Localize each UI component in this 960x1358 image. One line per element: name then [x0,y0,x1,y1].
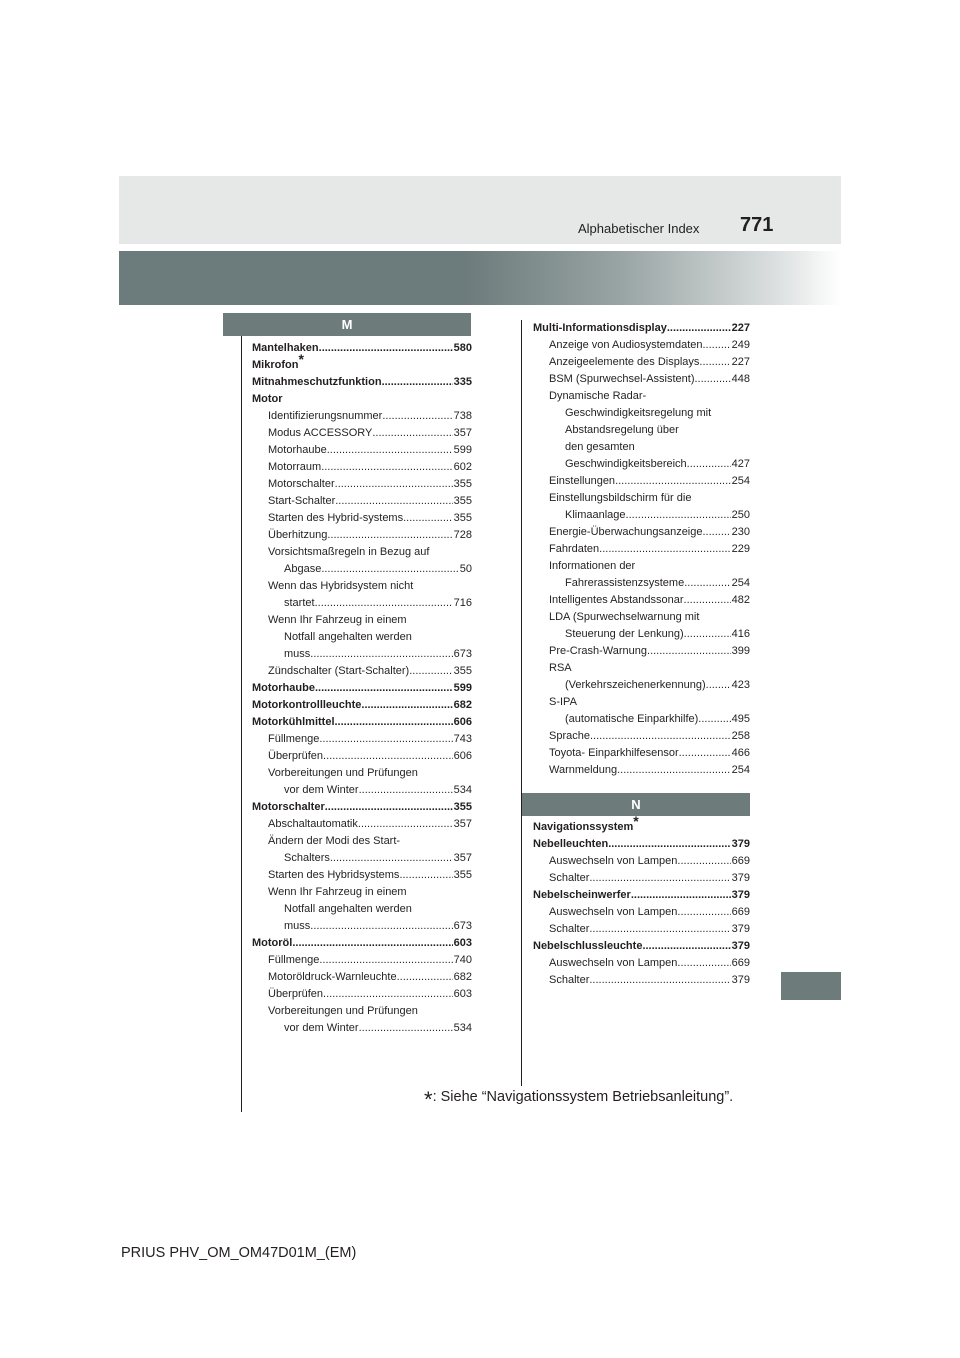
index-entry [533,938,750,955]
index-entry-term: Motor [252,393,283,405]
index-entry-term: Mantelhaken [252,342,319,354]
index-entry [252,697,472,714]
dot-leader [335,476,453,493]
dot-leader [358,816,453,833]
dot-leader [677,853,730,870]
index-entry-term: den gesamten [565,441,635,453]
index-entry [252,867,472,884]
asterisk-icon: * [298,351,304,368]
dot-leader [631,887,731,904]
dot-leader [677,955,730,972]
dot-leader [315,680,453,697]
dot-leader [321,561,458,578]
index-entry [533,507,750,524]
index-entry [252,714,472,731]
dot-leader [359,1020,453,1037]
dot-leader [684,626,731,643]
index-entry [533,456,750,473]
dot-leader [382,374,453,391]
index-entry-term: Klimaanlage [565,509,626,521]
dot-leader [667,320,731,337]
index-entry-page: 379 [731,923,750,935]
dot-leader [319,952,452,969]
index-entry [533,813,750,836]
dot-leader [403,510,453,527]
index-entry [533,711,750,728]
index-entry [252,986,472,1003]
index-entry [533,354,750,371]
index-entry [533,575,750,592]
index-entry [533,677,750,694]
index-entry-term: Anzeigeelemente des Displays [549,356,700,368]
index-entry-term: Überprüfen [268,750,324,762]
index-entry [533,609,750,626]
index-entry-term: Motorhaube [268,444,327,456]
index-entry [252,408,472,425]
index-entry-page: 379 [731,889,750,901]
index-entry [252,442,472,459]
index-entry [252,901,472,918]
dot-leader [706,677,731,694]
index-entry [533,422,750,439]
index-entry [252,731,472,748]
index-entry-term: startet [284,597,315,609]
index-entry [252,510,472,527]
decorative-gradient-bar [119,251,841,305]
index-entry-term: Nebelscheinwerfer [533,889,631,901]
index-entry-term: LDA (Spurwechselwarnung mit [549,611,700,623]
dot-leader [684,592,731,609]
index-entry [533,745,750,762]
index-entry [533,728,750,745]
index-entry [252,493,472,510]
index-entry [533,660,750,677]
index-entry-term: Vorsichtsmaßregeln in Bezug auf [268,546,430,558]
index-entry [252,833,472,850]
dot-leader [589,870,730,887]
footnote [424,1087,733,1113]
index-entry-term: vor dem Winter [284,784,359,796]
index-column-m-right [533,320,750,779]
index-column-m-left [252,340,472,1037]
index-entry [533,921,750,938]
header-band [119,176,841,244]
index-entry-page: 669 [731,906,750,918]
index-entry-term: Fahrerassistenzsysteme [565,577,685,589]
dot-leader [617,762,731,779]
dot-leader [608,836,730,853]
index-entry-page: 682 [453,971,472,983]
index-entry [252,782,472,799]
index-entry-page: 355 [453,495,472,507]
index-entry-term: Auswechseln von Lampen [549,855,678,867]
index-entry-term: Vorbereitungen und Prüfungen [268,767,418,779]
section-letter-n: N [522,793,750,816]
index-entry-page: 357 [453,427,472,439]
index-entry-term: Motorhaube [252,682,315,694]
index-entry [533,887,750,904]
index-entry-page: 599 [453,682,472,694]
index-entry-page: 673 [453,920,472,932]
dot-leader [699,354,730,371]
index-entry-page: 534 [453,784,472,796]
index-entry-term: Motorkontrollleuchte [252,699,362,711]
index-entry [533,762,750,779]
index-entry-page: 50 [459,563,472,575]
index-column-n-right [533,813,750,989]
section-side-tab [781,972,841,1000]
index-entry-term: Warnmeldung [549,764,618,776]
index-entry [252,629,472,646]
index-entry-page: 355 [453,665,472,677]
index-entry-term: Geschwindigkeitsbereich [565,458,687,470]
index-entry-page: 355 [453,512,472,524]
dot-leader [642,938,730,955]
index-entry-page: 743 [453,733,472,745]
running-header-title: Alphabetischer Index [578,221,700,236]
index-entry-page: 728 [453,529,472,541]
index-entry-term: Ändern der Modi des Start- [268,835,401,847]
dot-leader [335,493,452,510]
index-entry-term: Pre-Crash-Warnung [549,645,648,657]
index-entry [252,1020,472,1037]
index-entry [533,405,750,422]
index-entry-term: Abgase [284,563,322,575]
index-entry-term: Fahrdaten [549,543,600,555]
footnote-star-icon: * [424,1087,433,1112]
dot-leader [698,711,730,728]
dot-leader [677,904,730,921]
index-entry-term: Einstellungsbildschirm für die [549,492,692,504]
index-entry-page: 230 [731,526,750,538]
index-entry-page: 580 [453,342,472,354]
index-entry [533,972,750,989]
index-entry-term: Starten des Hybridsystems [268,869,400,881]
index-entry-page: 416 [731,628,750,640]
index-entry-term: Abstandsregelung über [565,424,679,436]
index-entry-page: 254 [731,577,750,589]
index-entry-term: Multi-Informationsdisplay [533,322,667,334]
index-entry-term: S-IPA [549,696,577,708]
index-entry-page: 534 [453,1022,472,1034]
index-entry-page: 606 [453,716,472,728]
document-footer: PRIUS PHV_OM_OM47D01M_(EM) [121,1245,357,1261]
index-entry-term: Motoröldruck-Warnleuchte [268,971,397,983]
index-entry [533,439,750,456]
index-entry-page: 357 [453,852,472,864]
index-entry-page: 357 [453,818,472,830]
index-entry-page: 599 [453,444,472,456]
index-entry-term: Toyota- Einparkhilfesensor [549,747,679,759]
index-entry-page: 249 [731,339,750,351]
index-entry-term: Navigationssystem* [533,813,639,833]
index-entry-term: Füllmenge [268,954,320,966]
index-entry [533,337,750,354]
index-entry-term: Wenn das Hybridsystem nicht [268,580,414,592]
dot-leader [679,745,731,762]
index-entry [533,853,750,870]
index-entry-page: 423 [731,679,750,691]
index-entry-term: Nebelschlussleuchte [533,940,643,952]
dot-leader [382,408,452,425]
index-entry [533,490,750,507]
index-entry-term: Motoröl [252,937,293,949]
index-entry [533,592,750,609]
dot-leader [372,425,452,442]
dot-leader [397,969,453,986]
index-entry-page: 254 [731,764,750,776]
index-entry-page: 379 [731,872,750,884]
index-entry-term: Schalter [549,974,590,986]
index-entry [252,816,472,833]
dot-leader [323,986,453,1003]
index-entry-page: 466 [731,747,750,759]
dot-leader [327,442,453,459]
index-entry-term: muss [284,920,311,932]
index-entry-page: 335 [453,376,472,388]
index-entry [252,561,472,578]
index-entry-page: 669 [731,855,750,867]
index-entry [252,765,472,782]
dot-leader [330,850,453,867]
index-entry [252,850,472,867]
index-entry [533,626,750,643]
index-entry-term: Starten des Hybrid-systems [268,512,404,524]
index-entry-term: Vorbereitungen und Prüfungen [268,1005,418,1017]
index-entry [252,935,472,952]
index-entry-term: Abschaltautomatik [268,818,358,830]
index-entry-page: 250 [731,509,750,521]
index-entry-page: 258 [731,730,750,742]
index-entry-term: Motorraum [268,461,322,473]
dot-leader [703,337,731,354]
index-entry [252,646,472,663]
dot-leader [687,456,731,473]
index-entry-page: 716 [453,597,472,609]
index-entry-term: Einstellungen [549,475,616,487]
index-entry-term: Intelligentes Abstandssonar [549,594,684,606]
index-entry-term: Mitnahmeschutzfunktion [252,376,382,388]
index-entry-page: 602 [453,461,472,473]
index-entry-term: Schalter [549,872,590,884]
index-entry-term: BSM (Spurwechsel-Assistent) [549,373,695,385]
index-entry-term: Füllmenge [268,733,320,745]
index-entry-page: 229 [731,543,750,555]
index-entry [533,524,750,541]
index-entry-term: (Verkehrszeichenerkennung) [565,679,706,691]
index-entry [252,884,472,901]
index-entry [252,374,472,391]
index-entry [252,578,472,595]
index-entry-term: Identifizierungsnummer [268,410,383,422]
index-entry [252,351,472,374]
index-entry-term: Wenn Ihr Fahrzeug in einem [268,614,407,626]
dot-leader [599,541,730,558]
index-entry-term: Überprüfen [268,988,324,1000]
index-entry [252,663,472,680]
index-entry-page: 379 [731,940,750,952]
index-entry-term: Notfall angehalten werden [284,903,412,915]
index-entry-page: 254 [731,475,750,487]
index-entry [533,904,750,921]
index-entry [252,459,472,476]
index-entry-term: (automatische Einparkhilfe) [565,713,699,725]
index-entry-term: Notfall angehalten werden [284,631,412,643]
index-entry [533,870,750,887]
index-entry-term: Start-Schalter [268,495,336,507]
index-entry [252,425,472,442]
index-entry-term: Auswechseln von Lampen [549,906,678,918]
index-entry-term: RSA [549,662,572,674]
dot-leader [589,972,730,989]
index-entry [533,558,750,575]
dot-leader [335,714,453,731]
index-entry [252,680,472,697]
index-entry [252,952,472,969]
dot-leader [615,473,731,490]
dot-leader [626,507,731,524]
index-entry-term: Informationen der [549,560,636,572]
dot-leader [292,935,452,952]
dot-leader [327,527,452,544]
index-entry-page: 399 [731,645,750,657]
index-entry [252,1003,472,1020]
index-entry-term: Schalter [549,923,590,935]
index-entry-page: 427 [731,458,750,470]
dot-leader [647,643,731,660]
index-entry [533,694,750,711]
index-entry-term: Mikrofon* [252,351,304,371]
index-entry-term: Sprache [549,730,590,742]
index-entry-page: 482 [731,594,750,606]
dot-leader [310,646,452,663]
index-entry [533,320,750,337]
index-entry [533,836,750,853]
index-entry-term: Motorkühlmittel [252,716,335,728]
index-entry-term: muss [284,648,311,660]
index-entry [252,527,472,544]
index-entry-page: 355 [453,801,472,813]
index-entry-term: Auswechseln von Lampen [549,957,678,969]
index-entry [252,612,472,629]
dot-leader [702,524,730,541]
index-entry-page: 379 [731,838,750,850]
dot-leader [684,575,730,592]
column-divider-left [241,336,242,1112]
dot-leader [319,340,453,357]
asterisk-icon: * [633,813,639,830]
index-entry [252,748,472,765]
dot-leader [409,663,452,680]
dot-leader [359,782,453,799]
index-entry-term: Schalters [284,852,330,864]
index-entry-term: Anzeige von Audiosystemdaten [549,339,703,351]
index-entry-page: 740 [453,954,472,966]
index-entry [252,969,472,986]
dot-leader [589,921,730,938]
index-entry-page: 448 [731,373,750,385]
dot-leader [325,799,453,816]
index-entry-term: Zündschalter (Start-Schalter) [268,665,410,677]
dot-leader [323,748,453,765]
index-entry [533,388,750,405]
index-entry-term: Dynamische Radar- [549,390,647,402]
index-entry-page: 606 [453,750,472,762]
index-entry [533,541,750,558]
index-entry-term: Motorschalter [268,478,335,490]
index-entry-term: Energie-Überwachungsanzeige [549,526,703,538]
index-entry-page: 603 [453,937,472,949]
dot-leader [319,731,452,748]
index-entry-page: 603 [453,988,472,1000]
index-entry [252,476,472,493]
index-entry-page: 495 [731,713,750,725]
index-entry [252,799,472,816]
dot-leader [361,697,452,714]
index-entry [252,544,472,561]
index-entry-page: 673 [453,648,472,660]
index-entry-page: 227 [731,322,750,334]
index-entry-term: Überhitzung [268,529,328,541]
index-entry-term: Modus ACCESSORY [268,427,373,439]
index-entry [252,340,472,357]
index-entry-term: Wenn Ihr Fahrzeug in einem [268,886,407,898]
dot-leader [695,371,731,388]
dot-leader [315,595,453,612]
index-entry [533,955,750,972]
index-entry [252,391,472,408]
dot-leader [399,867,452,884]
index-entry-term: Steuerung der Lenkung) [565,628,684,640]
index-entry-term: Geschwindigkeitsregelung mit [565,407,712,419]
footnote-text: : Siehe “Navigationssystem Betriebsanleitung”. [432,1089,734,1105]
index-entry-term: Motorschalter [252,801,325,813]
index-entry-page: 355 [453,478,472,490]
column-divider-middle [521,320,522,1086]
index-entry-page: 669 [731,957,750,969]
index-entry-page: 682 [453,699,472,711]
dot-leader [321,459,452,476]
index-entry [533,643,750,660]
dot-leader [310,918,452,935]
dot-leader [590,728,731,745]
index-entry-page: 738 [453,410,472,422]
index-entry [533,473,750,490]
page-number: 771 [740,214,774,236]
index-entry [252,595,472,612]
index-entry-page: 379 [731,974,750,986]
section-letter-m: M [223,313,471,336]
index-entry [533,371,750,388]
index-entry-term: vor dem Winter [284,1022,359,1034]
index-entry-term: Nebelleuchten [533,838,609,850]
index-entry [252,918,472,935]
index-entry-page: 355 [453,869,472,881]
index-entry-page: 227 [731,356,750,368]
